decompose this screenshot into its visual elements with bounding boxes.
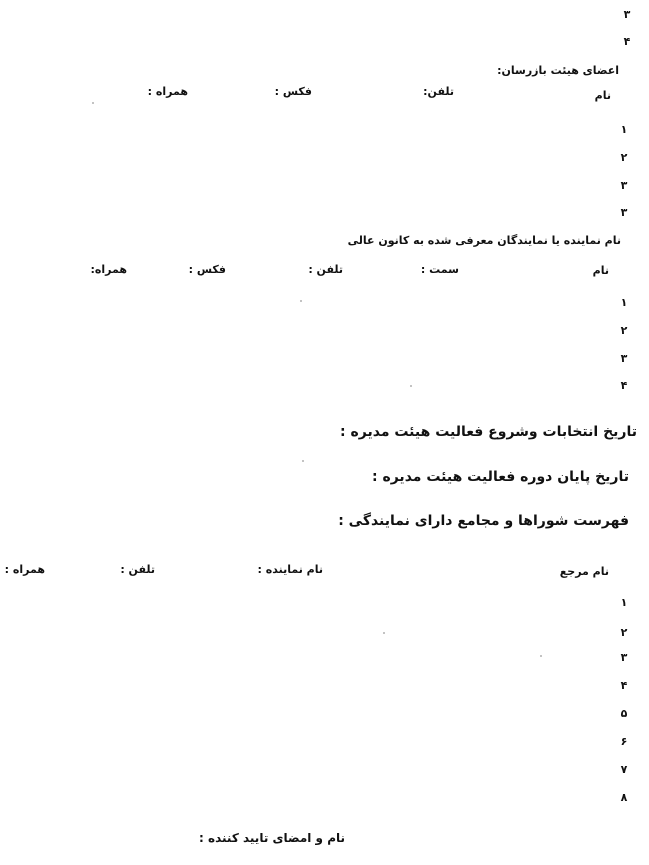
row-number: ۳ [620, 206, 628, 219]
election-date-label: تاریخ انتخابات وشروع فعالیت هیئت مدیره : [340, 424, 637, 440]
column-name: نام [594, 89, 611, 102]
column-name: نام [592, 264, 609, 277]
row-number: ۱ [620, 123, 628, 136]
column-mobile: همراه : [4, 563, 45, 576]
row-number: ۴ [620, 679, 628, 692]
scan-speck [302, 460, 304, 462]
column-mobile: همراه: [90, 263, 127, 276]
column-fax: فکس : [274, 85, 312, 98]
end-date-label: تاریخ پایان دوره فعالیت هیئت مدیره : [371, 469, 629, 485]
row-number: ۴ [620, 379, 628, 392]
row-number: ۳ [620, 179, 628, 192]
column-phone: تلفن : [308, 263, 343, 276]
scan-speck [540, 655, 542, 657]
column-phone: تلفن : [120, 563, 155, 576]
scan-speck [383, 632, 385, 634]
representatives-heading: نام نماینده یا نمایندگان معرفی شده به کانون عالی [347, 234, 621, 247]
councils-heading: فهرست شوراها و مجامع دارای نمایندگی : [338, 513, 629, 529]
row-number: ۱ [620, 296, 628, 309]
row-number: ۴ [623, 35, 631, 48]
row-number: ۲ [620, 324, 628, 337]
row-number: ۱ [620, 596, 628, 609]
row-number: ۷ [620, 763, 628, 776]
row-number: ۲ [620, 626, 628, 639]
row-number: ۵ [620, 707, 628, 720]
row-number: ۶ [620, 735, 628, 748]
scan-speck [300, 300, 302, 302]
scan-speck [92, 102, 94, 104]
row-number: ۲ [620, 151, 628, 164]
approver-label: نام و امضای تایید کننده : [199, 831, 345, 845]
column-phone: تلفن: [423, 85, 454, 98]
inspectors-heading: اعضای هیئت بازرسان: [497, 64, 619, 77]
column-position: سمت : [420, 263, 459, 276]
column-authority: نام مرجع [559, 565, 609, 578]
column-fax: فکس : [188, 263, 226, 276]
column-mobile: همراه : [147, 85, 188, 98]
column-representative: نام نماینده : [257, 563, 323, 576]
scan-speck [410, 385, 412, 387]
row-number: ۸ [620, 791, 628, 804]
row-number: ۳ [623, 8, 631, 21]
row-number: ۳ [620, 651, 628, 664]
row-number: ۳ [620, 352, 628, 365]
